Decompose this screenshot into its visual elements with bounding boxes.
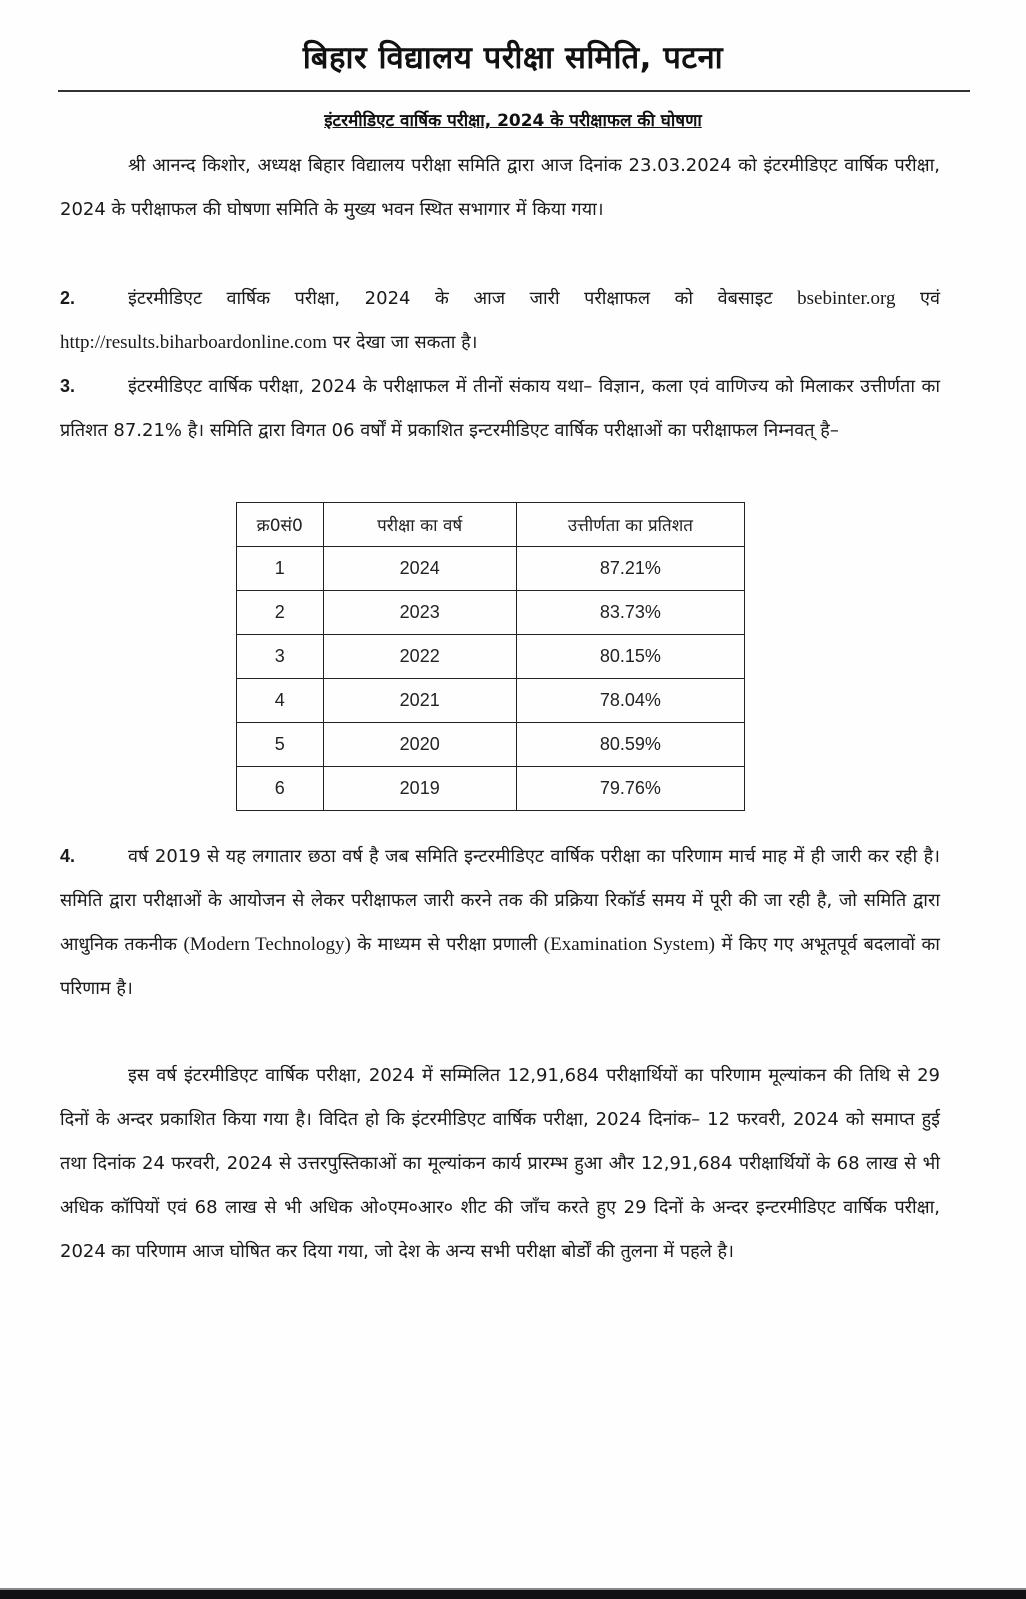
paragraph-1-text: श्री आनन्द किशोर, अध्यक्ष बिहार विद्यालय परीक्षा समिति द्वारा आज दिनांक 23.03.2024 को इंटरमीडिएट वार्षिक परीक्षा, 2024 के परीक्षाफल की घोषणा समिति के मुख्य भवन स्थित सभागार में किया गया। bbox=[60, 155, 940, 220]
cell-percentage: 79.76% bbox=[516, 767, 744, 811]
paragraph-5 bbox=[60, 1054, 940, 1274]
paragraph-4-english-2: (Examination System) bbox=[543, 934, 716, 955]
table-row bbox=[237, 547, 745, 591]
paragraph-5-text: इस वर्ष इंटरमीडिएट वार्षिक परीक्षा, 2024 में सम्मिलित 12,91,684 परीक्षार्थियों का परिणाम मूल्यांकन की तिथि से 29 दिनों के अन्दर प्रकाशित किया गया है। विदित हो कि इंटरमीडिएट वार्षिक परीक्षा, 2024 दिनांक– 12 फरवरी, 2024 को समाप्त हुई तथा दिनांक 24 फरवरी, 2024 से उत्तरपुस्तिकाओं का मूल्यांकन कार्य प्रारम्भ हुआ और 12,91,684 परीक्षार्थियों के 68 लाख से भी अधिक कॉपियों एवं 68 लाख से भी अधिक ओ०एम०आर० शीट की जाँच करते हुए 29 दिनों के अन्दर इन्टरमीडिएट वार्षिक परीक्षा, 2024 का परिणाम आज घोषित कर दिया गया, जो देश के अन्य सभी परीक्षा बोर्डों की तुलना में पहले है। bbox=[60, 1065, 940, 1262]
paragraph-4-text-a: वर्ष 2019 से यह लगातार छठा वर्ष है जब समिति इन्टरमीडिएट वार्षिक परीक्षा का परिणाम मार्च माह में ही जारी कर रही है। समिति द्वारा परीक्षाओं के आयोजन से लेकर परीक्षाफल जारी करने तक की प्रक्रिया रिकॉर्ड समय में पूरी की जा रही है, जो समिति द्वारा आधुनिक तकनीक bbox=[60, 846, 940, 955]
paragraph-4-english-1: (Modern Technology) bbox=[183, 934, 351, 955]
cell-serial: 4 bbox=[237, 679, 324, 723]
paragraph-3-text: इंटरमीडिएट वार्षिक परीक्षा, 2024 के परीक्षाफल में तीनों संकाय यथा– विज्ञान, कला एवं वाणिज्य को मिलाकर उत्तीर्णता का प्रतिशत 87.21% है। समिति द्वारा विगत 06 वर्षों में प्रकाशित इन्टरमीडिएट वार्षिक परीक्षाओं का परीक्षाफल निम्नवत् है– bbox=[60, 376, 940, 441]
table-row bbox=[237, 591, 745, 635]
paragraph-2-text: इंटरमीडिएट वार्षिक परीक्षा, 2024 के आज जारी परीक्षाफल को वेबसाइट bbox=[128, 288, 773, 309]
header-pass-percentage: उत्तीर्णता का प्रतिशत bbox=[516, 503, 744, 547]
paragraph-2-end: पर देखा जा सकता है। bbox=[332, 332, 478, 353]
table-row bbox=[237, 679, 745, 723]
cell-year: 2019 bbox=[323, 767, 516, 811]
paragraph-2-number: 2. bbox=[60, 288, 76, 308]
cell-serial: 6 bbox=[237, 767, 324, 811]
paragraph-2-conjunction: एवं bbox=[920, 288, 940, 309]
title-divider bbox=[58, 90, 970, 92]
cell-year: 2023 bbox=[323, 591, 516, 635]
paragraph-4-number: 4. bbox=[60, 846, 76, 866]
pass-percentage-table bbox=[236, 502, 745, 811]
cell-year: 2024 bbox=[323, 547, 516, 591]
cell-serial: 3 bbox=[237, 635, 324, 679]
website-link-bsebinter[interactable]: bsebinter.org bbox=[797, 288, 896, 309]
cell-year: 2021 bbox=[323, 679, 516, 723]
cell-serial: 1 bbox=[237, 547, 324, 591]
bottom-navigation-bar bbox=[0, 1588, 1026, 1599]
cell-year: 2022 bbox=[323, 635, 516, 679]
cell-serial: 2 bbox=[237, 591, 324, 635]
document-subtitle: इंटरमीडिएट वार्षिक परीक्षा, 2024 के परीक्षाफल की घोषणा bbox=[324, 111, 702, 131]
cell-percentage: 80.59% bbox=[516, 723, 744, 767]
table-row bbox=[237, 767, 745, 811]
paragraph-1 bbox=[60, 144, 940, 232]
website-link-results[interactable]: http://results.biharboardonline.com bbox=[60, 332, 328, 353]
paragraph-4-text-c: में किए गए अभूतपूर्व बदलावों का परिणाम है। bbox=[60, 934, 940, 999]
cell-serial: 5 bbox=[237, 723, 324, 767]
cell-percentage: 80.15% bbox=[516, 635, 744, 679]
header-exam-year: परीक्षा का वर्ष bbox=[323, 503, 516, 547]
cell-percentage: 87.21% bbox=[516, 547, 744, 591]
table-row bbox=[237, 635, 745, 679]
table-header-row bbox=[237, 503, 745, 547]
table-row bbox=[237, 723, 745, 767]
paragraph-4-text-b: के माध्यम से परीक्षा प्रणाली bbox=[357, 934, 538, 955]
paragraph-2 bbox=[60, 276, 940, 365]
paragraph-3 bbox=[60, 364, 940, 453]
paragraph-3-number: 3. bbox=[60, 376, 76, 396]
paragraph-4 bbox=[60, 834, 940, 1011]
cell-year: 2020 bbox=[323, 723, 516, 767]
cell-percentage: 83.73% bbox=[516, 591, 744, 635]
header-serial: क्र0सं0 bbox=[237, 503, 324, 547]
cell-percentage: 78.04% bbox=[516, 679, 744, 723]
document-title: बिहार विद्यालय परीक्षा समिति, पटना bbox=[302, 40, 724, 76]
